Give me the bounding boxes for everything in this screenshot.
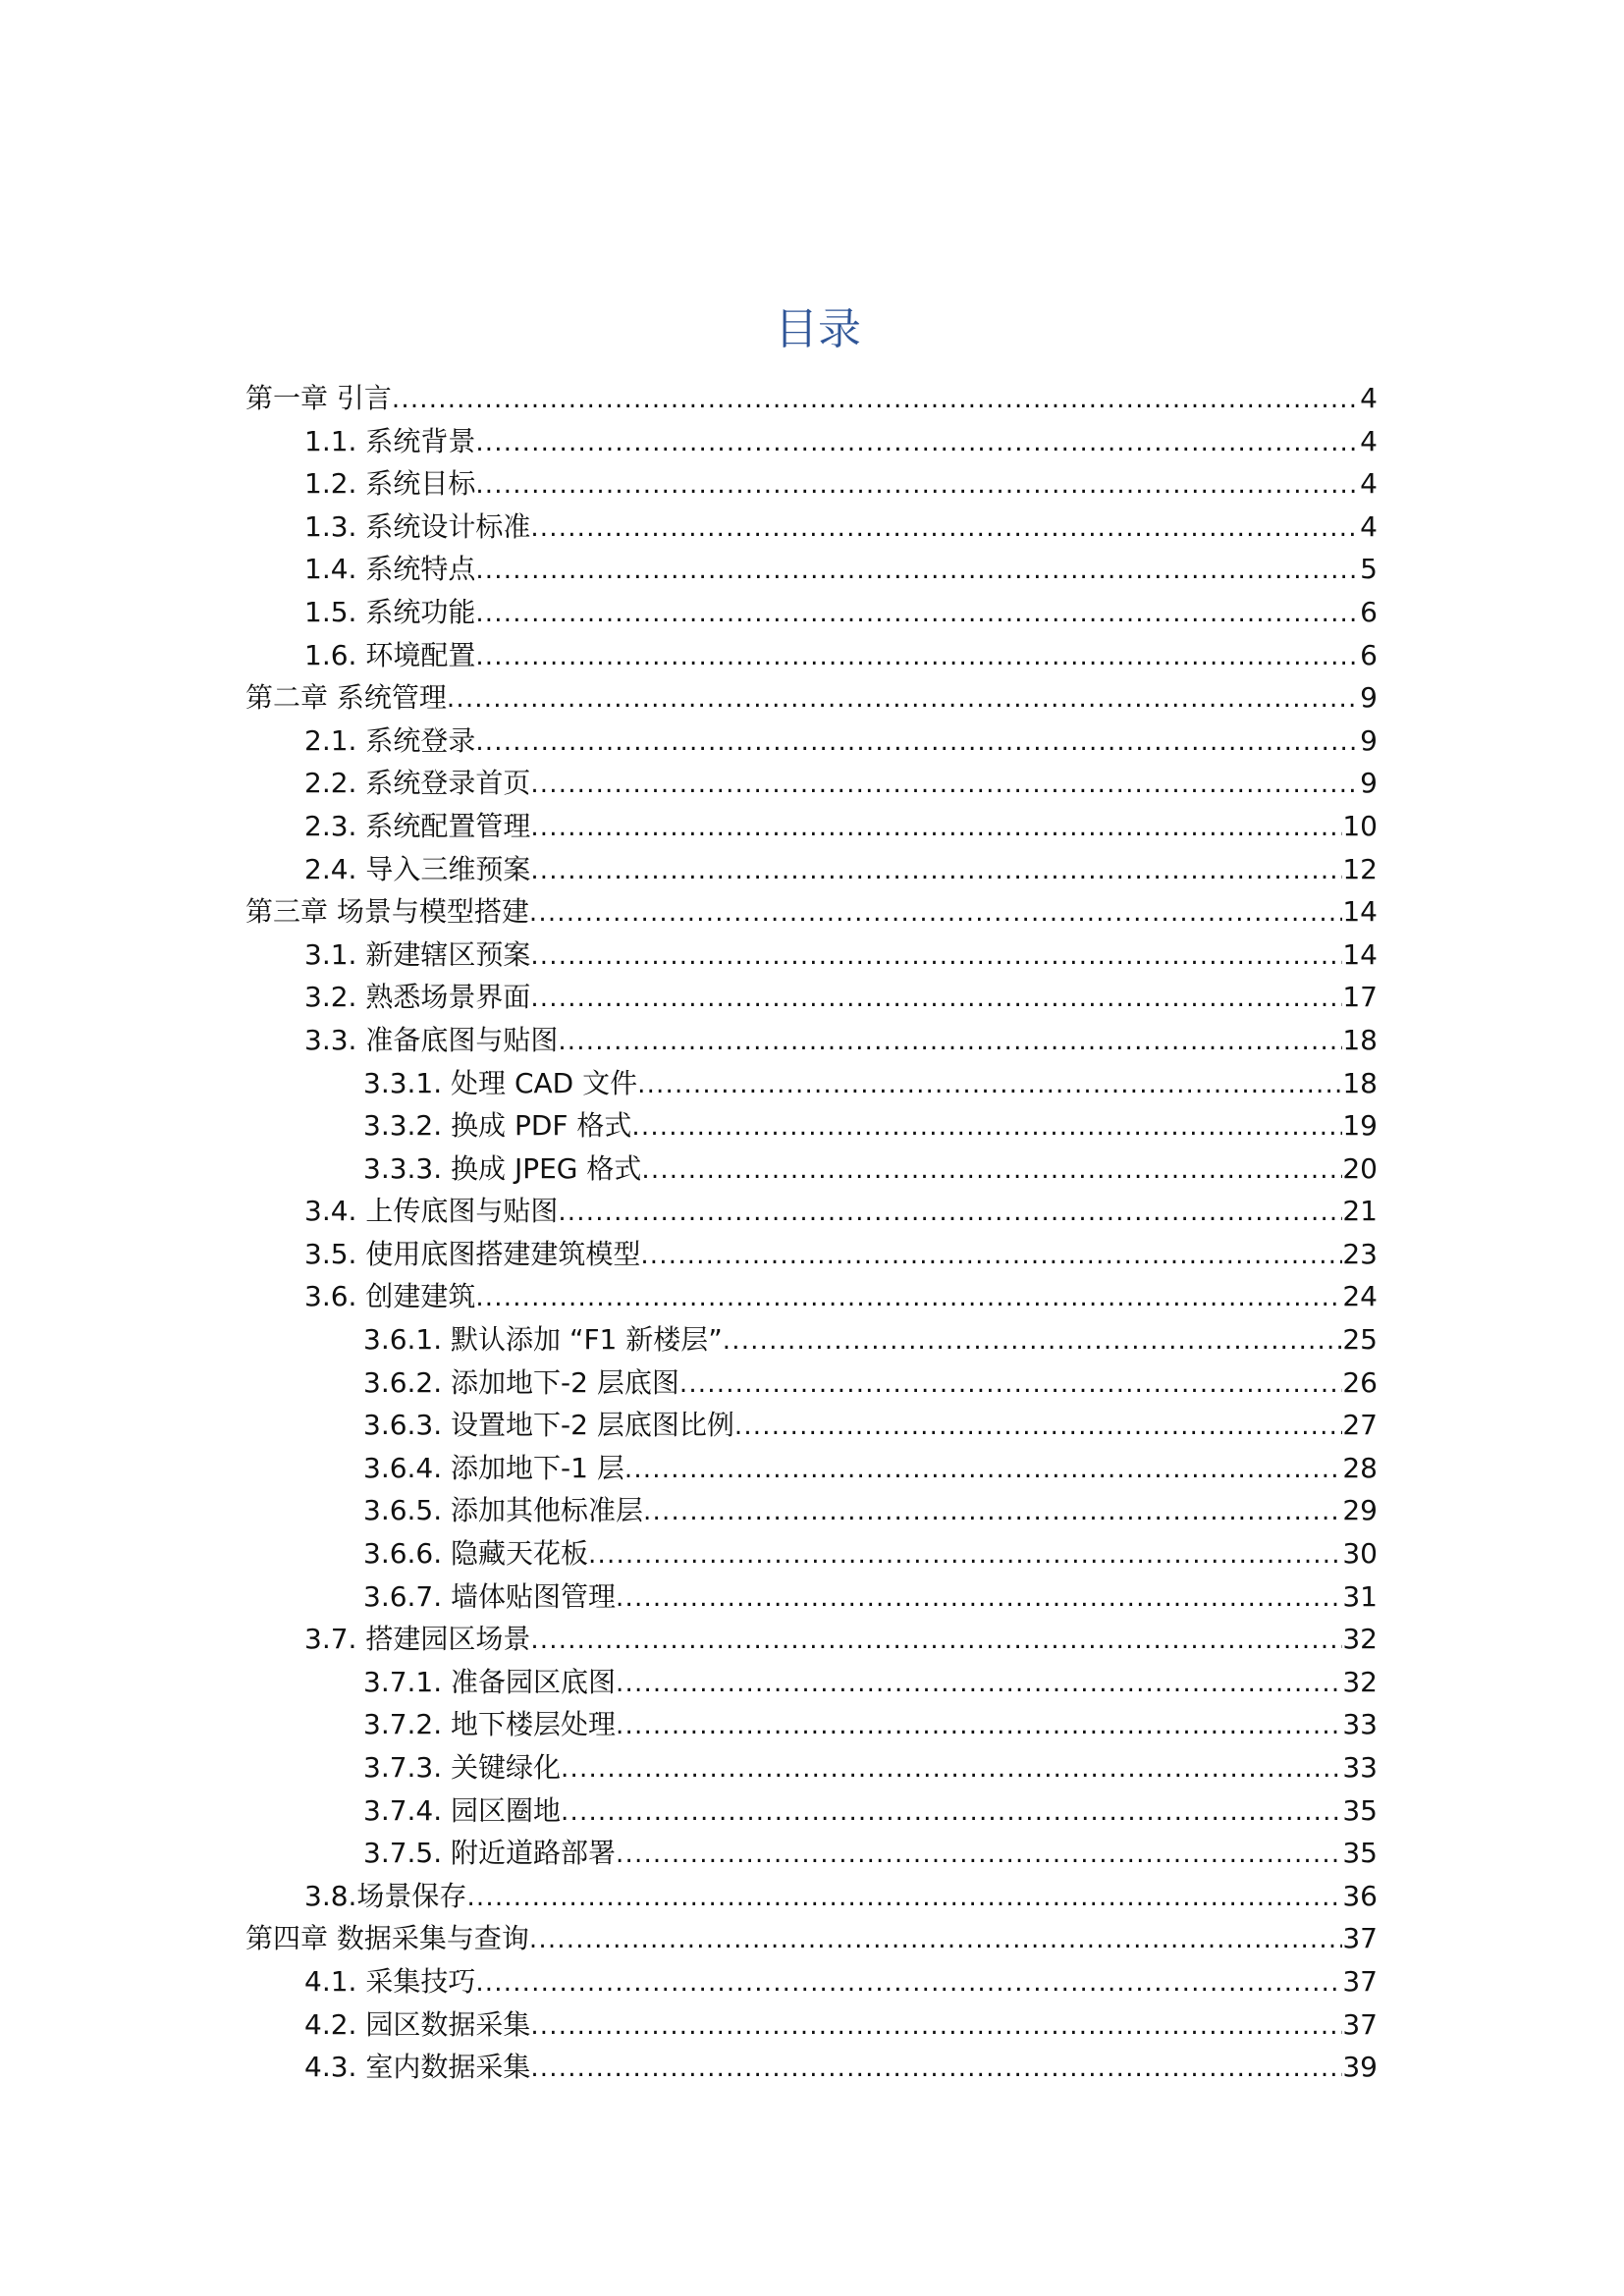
toc-page-number: 39 — [1342, 2051, 1378, 2084]
dot-leader — [475, 593, 1360, 636]
toc-section-entry[interactable] — [245, 591, 1378, 634]
toc-entry-label: 3.6.3. 设置地下-2 层底图比例 — [363, 1409, 734, 1442]
dot-leader — [530, 2005, 1342, 2049]
toc-entry-label: 3.3.1. 处理 CAD 文件 — [363, 1066, 638, 1099]
dot-leader — [558, 1021, 1342, 1064]
toc-page-number: 32 — [1342, 1665, 1378, 1698]
dot-leader — [588, 1534, 1342, 1577]
toc-section-entry[interactable] — [245, 1404, 1378, 1447]
toc-entry-label: 2.2. 系统登录首页 — [304, 767, 531, 800]
toc-entry-label: 3.6.7. 墙体贴图管理 — [363, 1579, 617, 1613]
toc-section-entry[interactable] — [245, 1318, 1378, 1362]
toc-page-number: 37 — [1342, 1922, 1378, 1955]
toc-page-number: 35 — [1342, 1793, 1378, 1827]
toc-entry-label: 2.3. 系统配置管理 — [304, 809, 531, 842]
toc-section-entry[interactable] — [245, 1875, 1378, 1918]
toc-page-number: 32 — [1342, 1623, 1378, 1656]
toc-entry-label: 4.1. 采集技巧 — [304, 1964, 476, 1998]
dot-leader — [631, 1106, 1342, 1149]
toc-entry-label: 1.2. 系统目标 — [304, 467, 476, 501]
toc-entry-label: 3.6.1. 默认添加 “F1 新楼层” — [363, 1323, 723, 1357]
toc-section-entry[interactable] — [245, 1661, 1378, 1704]
dot-leader — [530, 2048, 1342, 2091]
toc-section-entry[interactable] — [245, 2046, 1378, 2089]
dot-leader — [475, 636, 1360, 679]
toc-entry-label: 3.2. 熟悉场景界面 — [304, 981, 531, 1014]
dot-leader — [392, 379, 1360, 422]
toc-entry-label: 3.4. 上传底图与贴图 — [304, 1195, 559, 1228]
toc-section-entry[interactable] — [245, 720, 1378, 763]
dot-leader — [643, 1491, 1342, 1534]
toc-entry-label: 2.4. 导入三维预案 — [304, 852, 531, 885]
dot-leader — [640, 1235, 1342, 1278]
toc-page-number: 33 — [1342, 1751, 1378, 1784]
toc-page-number: 14 — [1342, 937, 1378, 971]
dot-leader — [447, 678, 1360, 721]
toc-section-entry[interactable] — [245, 1960, 1378, 2003]
dot-leader — [637, 1064, 1342, 1107]
dot-leader — [558, 1192, 1342, 1235]
toc-page-number: 18 — [1342, 1066, 1378, 1099]
toc-section-entry[interactable] — [245, 1703, 1378, 1746]
toc-entry-label: 3.7.4. 园区圈地 — [363, 1793, 562, 1827]
toc-page-number: 6 — [1360, 638, 1378, 671]
toc-page-number: 4 — [1360, 424, 1378, 457]
toc-page-number: 9 — [1360, 723, 1378, 757]
toc-section-entry[interactable] — [245, 1575, 1378, 1619]
toc-entry-label: 3.7. 搭建园区场景 — [304, 1623, 531, 1656]
toc-section-entry[interactable] — [245, 1832, 1378, 1875]
dot-leader — [530, 935, 1342, 979]
toc-chapter-entry[interactable] — [245, 676, 1378, 720]
toc-entry-label: 3.6.4. 添加地下-1 层 — [363, 1451, 624, 1484]
toc-section-entry[interactable] — [245, 1275, 1378, 1318]
toc-entry-label: 3.6.6. 隐藏天花板 — [363, 1537, 589, 1571]
dot-leader — [530, 807, 1342, 850]
toc-page-number: 20 — [1342, 1151, 1378, 1185]
dot-leader — [616, 1705, 1342, 1748]
toc-page-number: 35 — [1342, 1837, 1378, 1870]
toc-page-number: 37 — [1342, 2007, 1378, 2041]
toc-page-number: 30 — [1342, 1537, 1378, 1571]
dot-leader — [641, 1149, 1342, 1193]
toc-page-number: 9 — [1360, 681, 1378, 715]
toc-page-number: 6 — [1360, 595, 1378, 628]
toc-title: 目录 — [775, 304, 861, 354]
dot-leader — [616, 1577, 1342, 1621]
dot-leader — [466, 1877, 1342, 1920]
toc-page-number: 9 — [1360, 767, 1378, 800]
toc-entry-label: 4.2. 园区数据采集 — [304, 2007, 531, 2041]
dot-leader — [624, 1449, 1342, 1492]
toc-page-number: 27 — [1342, 1409, 1378, 1442]
toc-section-entry[interactable] — [245, 1618, 1378, 1661]
toc-page-number: 36 — [1342, 1879, 1378, 1912]
toc-entry-label: 第三章 场景与模型搭建 — [245, 895, 529, 929]
toc-entry-label: 3.7.3. 关键绿化 — [363, 1751, 562, 1784]
dot-leader — [530, 1620, 1342, 1663]
dot-leader — [529, 1919, 1342, 1962]
toc-section-entry[interactable] — [245, 805, 1378, 848]
toc-page-number: 19 — [1342, 1109, 1378, 1143]
toc-entry-label: 3.5. 使用底图搭建建筑模型 — [304, 1237, 641, 1270]
toc-section-entry[interactable] — [245, 1532, 1378, 1575]
toc-entry-label: 1.3. 系统设计标准 — [304, 509, 531, 543]
dot-leader — [530, 850, 1342, 893]
toc-page-number: 24 — [1342, 1280, 1378, 1313]
dot-leader — [475, 464, 1360, 507]
dot-leader — [475, 721, 1360, 765]
toc-page-number: 5 — [1360, 553, 1378, 586]
toc-entry-label: 第四章 数据采集与查询 — [245, 1922, 529, 1955]
toc-entry-label: 3.6. 创建建筑 — [304, 1280, 476, 1313]
toc-entry-label: 3.8.场景保存 — [304, 1879, 467, 1912]
dot-leader — [616, 1834, 1342, 1877]
toc-page-number: 25 — [1342, 1323, 1378, 1357]
toc-page-number: 4 — [1360, 467, 1378, 501]
toc-entry-label: 3.7.1. 准备园区底图 — [363, 1665, 617, 1698]
toc-page-number: 4 — [1360, 509, 1378, 543]
toc-page-number: 26 — [1342, 1365, 1378, 1399]
toc-entry-label: 3.6.5. 添加其他标准层 — [363, 1494, 644, 1527]
toc-page-number: 18 — [1342, 1023, 1378, 1056]
toc-entry-label: 3.6.2. 添加地下-2 层底图 — [363, 1365, 679, 1399]
toc-page-number: 12 — [1342, 852, 1378, 885]
toc-page-number: 14 — [1342, 895, 1378, 929]
toc-page-number: 37 — [1342, 1964, 1378, 1998]
toc-chapter-entry[interactable] — [245, 377, 1378, 420]
toc-page-number: 23 — [1342, 1237, 1378, 1270]
toc-section-entry[interactable] — [245, 1746, 1378, 1789]
toc-section-entry[interactable] — [245, 1789, 1378, 1833]
toc-section-entry[interactable] — [245, 634, 1378, 677]
toc-entry-label: 3.3.3. 换成 JPEG 格式 — [363, 1151, 642, 1185]
toc-entry-label: 1.5. 系统功能 — [304, 595, 476, 628]
toc-section-entry[interactable] — [245, 1062, 1378, 1105]
toc-section-entry[interactable] — [245, 1104, 1378, 1148]
toc-entry-label: 3.7.5. 附近道路部署 — [363, 1837, 617, 1870]
toc-page-number: 28 — [1342, 1451, 1378, 1484]
toc-section-entry[interactable] — [245, 1489, 1378, 1532]
toc-section-entry[interactable] — [245, 934, 1378, 977]
dot-leader — [475, 550, 1360, 593]
toc-page-number: 10 — [1342, 809, 1378, 842]
dot-leader — [475, 1962, 1342, 2005]
toc-section-entry[interactable] — [245, 1447, 1378, 1490]
toc-page-number: 17 — [1342, 981, 1378, 1014]
toc-section-entry[interactable] — [245, 1148, 1378, 1191]
toc-entry-label: 1.4. 系统特点 — [304, 553, 476, 586]
toc-section-entry[interactable] — [245, 976, 1378, 1019]
toc-page-number: 21 — [1342, 1195, 1378, 1228]
toc-page-number: 33 — [1342, 1708, 1378, 1741]
table-of-contents — [245, 377, 1378, 2089]
toc-entry-label: 3.7.2. 地下楼层处理 — [363, 1708, 617, 1741]
toc-page-number: 4 — [1360, 382, 1378, 414]
toc-entry-label: 2.1. 系统登录 — [304, 723, 476, 757]
dot-leader — [530, 978, 1342, 1021]
dot-leader — [475, 422, 1360, 465]
toc-section-entry[interactable] — [245, 1233, 1378, 1276]
toc-section-entry[interactable] — [245, 762, 1378, 805]
toc-section-entry[interactable] — [245, 1019, 1378, 1062]
toc-section-entry[interactable] — [245, 462, 1378, 506]
toc-chapter-entry[interactable] — [245, 890, 1378, 934]
dot-leader — [561, 1791, 1342, 1835]
toc-section-entry[interactable] — [245, 506, 1378, 549]
toc-section-entry[interactable] — [245, 1190, 1378, 1233]
toc-section-entry[interactable] — [245, 420, 1378, 463]
toc-entry-label: 第一章 引言 — [245, 382, 392, 414]
toc-section-entry[interactable] — [245, 548, 1378, 591]
toc-entry-label: 3.3. 准备底图与贴图 — [304, 1023, 559, 1056]
dot-leader — [529, 892, 1342, 935]
toc-entry-label: 第二章 系统管理 — [245, 681, 447, 715]
dot-leader — [530, 764, 1360, 807]
dot-leader — [561, 1748, 1342, 1791]
toc-entry-label: 3.3.2. 换成 PDF 格式 — [363, 1109, 632, 1143]
toc-entry-label: 1.1. 系统背景 — [304, 424, 476, 457]
dot-leader — [734, 1406, 1342, 1449]
dot-leader — [679, 1363, 1342, 1407]
toc-entry-label: 3.1. 新建辖区预案 — [304, 937, 531, 971]
dot-leader — [530, 507, 1360, 551]
dot-leader — [723, 1320, 1343, 1363]
toc-entry-label: 4.3. 室内数据采集 — [304, 2051, 531, 2084]
toc-section-entry[interactable] — [245, 848, 1378, 891]
toc-entry-label: 1.6. 环境配置 — [304, 638, 476, 671]
toc-section-entry[interactable] — [245, 1362, 1378, 1405]
dot-leader — [616, 1663, 1342, 1706]
dot-leader — [475, 1277, 1342, 1320]
toc-page-number: 29 — [1342, 1494, 1378, 1527]
toc-chapter-entry[interactable] — [245, 1917, 1378, 1960]
toc-page-number: 31 — [1342, 1579, 1378, 1613]
toc-section-entry[interactable] — [245, 2003, 1378, 2047]
